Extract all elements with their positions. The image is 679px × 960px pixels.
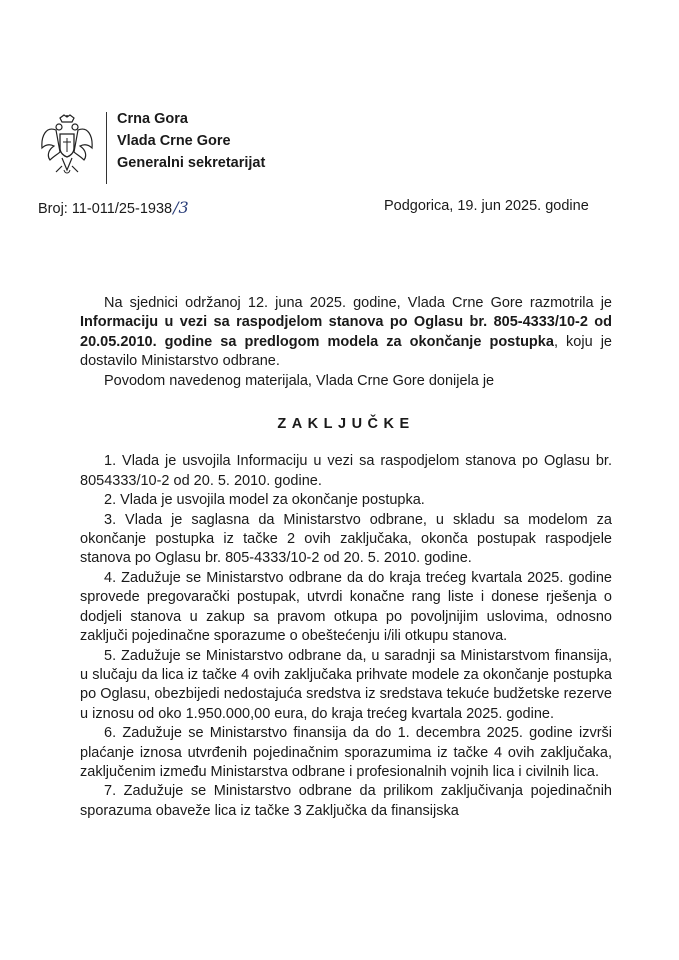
document-number [38, 198, 189, 217]
conclusion-item-5: 5. Zadužuje se Ministarstvo odbrane da, u saradnji sa Ministarstvom finansija, u slučaju da lica iz tačke 4 ovih zaključaka prihvate modele za okončanje postupka po Oglasu, obezbijedi nedostajuća sredstva iz sredstava tekuće budžetske rezerve u iznosu od oko 1.950.000,00 eura, do kraja trećeg kvartala 2025. godine. [80, 647, 612, 722]
conclusion-item-7: 7. Zadužuje se Ministarstvo odbrane da prilikom zaključivanja pojedinačnih sporazuma obaveže lica iz tačke 3 Zaključka da finansijska [80, 783, 612, 819]
intro-paragraph [80, 294, 612, 372]
conclusion-item-4: 4. Zadužuje se Ministarstvo odbrane da do kraja trećeg kvartala 2025. godine sprovede pregovarački postupak, utvrdi konačne rang liste i donese rješenja o dodjeli stanova u zakup sa pravom otkupa po povoljnijim uslovima, odnosno zaključi pojedinačne sporazume o obeštećenju i/ili otkupu stanova. [80, 569, 612, 645]
header-divider [106, 112, 107, 184]
header-government: Vlada Crne Gore [117, 133, 231, 149]
conclusion-item-1: 1. Vlada je usvojila Informaciju u vezi sa raspodjelom stanova po Oglasu br. 8054333/10-2 od 20. 5. 2010. godine. [80, 453, 612, 489]
place-date: Podgorica, 19. jun 2025. godine [384, 198, 589, 214]
document-body [80, 294, 612, 821]
conclusion-item-2: 2. Vlada je usvojila model za okončanje postupka. [104, 492, 425, 509]
document-number-text: Broj: 11-011/25-1938 [38, 201, 173, 217]
intro-text-1: Na sjednici održanoj 12. juna 2025. godine, Vlada Crne Gore razmotrila je [104, 295, 612, 311]
header-country: Crna Gora [117, 111, 188, 127]
coat-of-arms-icon [38, 114, 96, 178]
intro-paragraph-2: Povodom navedenog materijala, Vlada Crne Gore donijela je [104, 372, 495, 389]
header-secretariat: Generalni sekretarijat [117, 155, 266, 171]
header-text [117, 108, 265, 174]
handwritten-suffix: /3 [173, 198, 189, 217]
conclusion-item-6: 6. Zadužuje se Ministarstvo finansija da do 1. decembra 2025. godine izvrši plaćanje iznosa utvrđenih pojedinačnim sporazumima iz tačke 4 ovih zaključaka, zaključenim između Ministarstva odbrane i profesionalnih vojnih lica i civilnih lica. [80, 725, 612, 780]
intro-text-2: , koju je dostavilo Ministarstvo odbrane. [80, 333, 612, 370]
intro-bold-subject: Informaciju u vezi sa raspodjelom stanova po Oglasu br. 805-4333/10-2 od 20.05.2010. godine sa predlogom modela za okončanje postupka [80, 314, 612, 350]
conclusion-item-3: 3. Vlada je saglasna da Ministarstvo odbrane, u skladu sa modelom za okončanje postupka iz tačke 2 ovih zaključaka, okonča postupak raspodjele stanova po Oglasu br. 805-4333/10-2 od 20. 5. 2010. godine. [80, 511, 612, 567]
conclusions-title: ZAKLJUČKE [277, 416, 415, 433]
